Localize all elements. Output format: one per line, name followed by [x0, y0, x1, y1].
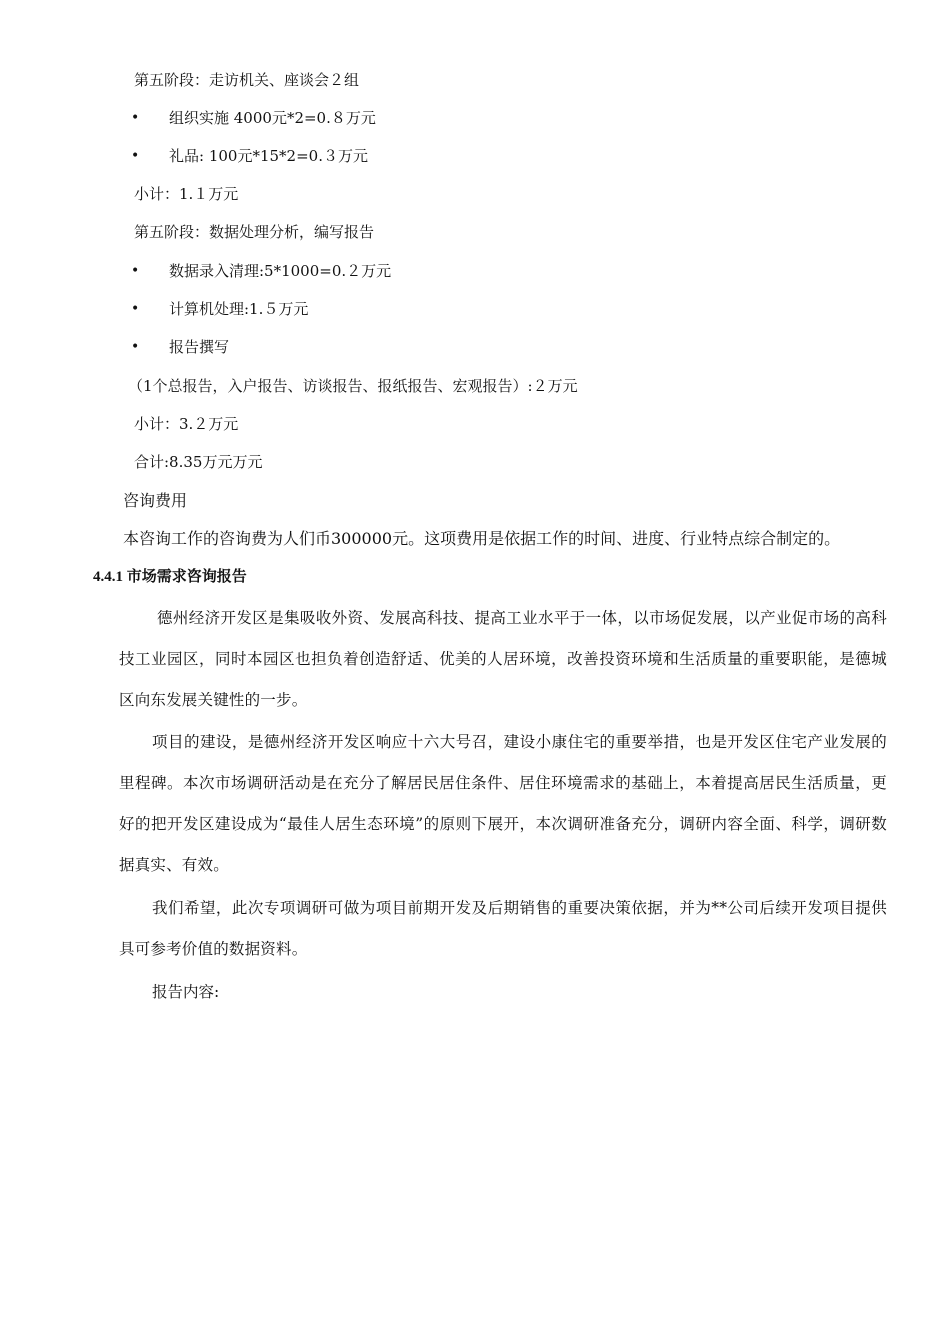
visit-item-organize: 组织实施 4000元*2=0.８万元	[169, 109, 376, 127]
paragraph-intro: 德州经济开发区是集吸收外资、发展高科技、提高工业水平于一体，以市场促发展，以产业促市场的高科技工业园区，同时本园区也担负着创造舒适、优美的人居环境，改善投资环境和生活质量的重要职能，是德城区向东发展关键性的一步。	[119, 609, 887, 709]
section-heading: 4.4.1 市场需求咨询报告	[93, 569, 247, 585]
bullet-icon: •	[131, 110, 140, 126]
visit-subtotal: 小计：1.１万元	[134, 185, 239, 203]
report-subtotal: 小计：3.２万元	[134, 415, 239, 433]
report-item-computer: 计算机处理:1.５万元	[169, 300, 309, 318]
bullet-icon: •	[131, 339, 140, 355]
bullet-icon: •	[131, 148, 140, 164]
bullet-icon: •	[131, 263, 140, 279]
report-item-writing: 报告撰写	[169, 338, 230, 356]
visit-item-gifts: 礼品: 100元*15*2=0.３万元	[169, 147, 368, 165]
bullet-icon: •	[131, 301, 140, 317]
budget-total: 合计:8.35万元万元	[134, 453, 263, 471]
paragraph-hope: 我们希望，此次专项调研可做为项目前期开发及后期销售的重要决策依据，并为**公司后续开发项目提供具可参考价值的数据资料。	[119, 899, 887, 958]
stage5-report-title: 第五阶段：数据处理分析，编写报告	[134, 223, 375, 241]
report-contents-label: 报告内容:	[152, 983, 220, 1001]
paragraph-project: 项目的建设，是德州经济开发区响应十六大号召，建设小康住宅的重要举措，也是开发区住宅产业发展的里程碑。本次市场调研活动是在充分了解居民居住条件、居住环境需求的基础上，本着提高居民生活质量，更好的把开发区建设成为“最佳人居生态环境”的原则下展开，本次调研准备充分，调研内容全面、科学，调研数据真实、有效。	[119, 733, 887, 874]
consulting-fee-title: 咨询费用	[123, 491, 188, 510]
report-item-data-entry: 数据录入清理:5*1000=0.２万元	[169, 262, 392, 280]
stage5-visit-title: 第五阶段：走访机关、座谈会２组	[134, 71, 360, 89]
report-detail: （1个总报告，入户报告、访谈报告、报纸报告、宏观报告）:２万元	[128, 377, 578, 395]
consulting-fee-text: 本咨询工作的咨询费为人们币300000元。这项费用是依据工作的时间、进度、行业特点综合制定的。	[123, 529, 841, 548]
